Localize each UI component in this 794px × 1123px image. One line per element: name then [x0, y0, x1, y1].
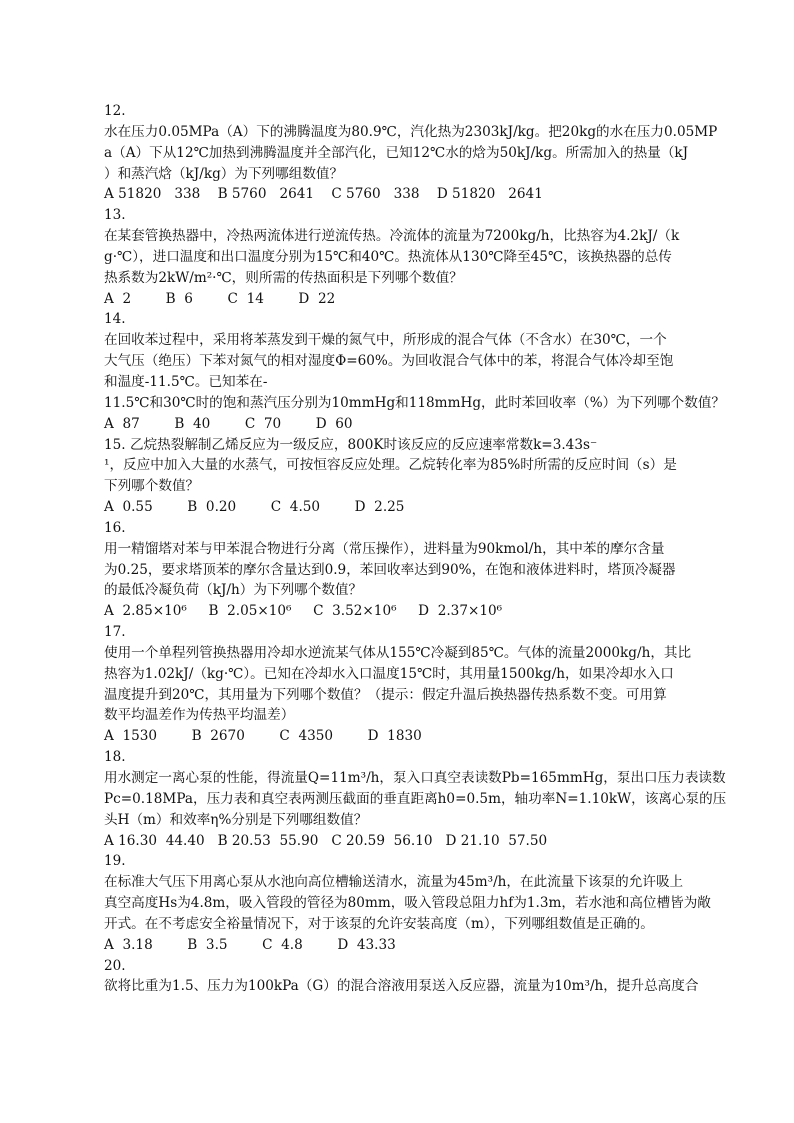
text-line: ¹，反应中加入大量的水蒸气，可按恒容反应处理。乙烷转化率为85%时所需的反应时间（s）是 [104, 457, 677, 474]
document-body [104, 101, 727, 997]
text-line: Pc=0.18MPa，压力表和真空表两测压截面的垂直距离h0=0.5m，轴功率N=1.10kW，该离心泵的压 [104, 790, 727, 807]
text-line: 用水测定一离心泵的性能，得流量Q=11m³/h，泵入口真空表读数Pb=165mmHg，泵出口压力表读数 [104, 770, 726, 786]
question-number: 13. [104, 207, 126, 224]
answer-options: A 51820 338 B 5760 2641 C 5760 338 D 51820 2641 [104, 186, 543, 203]
question-number: 17. [104, 624, 126, 641]
text-line: 和温度-11.5℃。已知苯在- [104, 373, 268, 390]
text-line: 11.5℃和30℃时的饱和蒸汽压分别为10mmHg和118mmHg，此时苯回收率（%）为下列哪个数值？ [104, 394, 726, 411]
text-line: 为0.25，要求塔顶苯的摩尔含量达到0.9，苯回收率达到90%，在饱和液体进料时，塔顶冷凝器 [104, 561, 676, 578]
answer-options: A 16.30 44.40 B 20.53 55.90 C 20.59 56.10 D 21.10 57.50 [104, 832, 548, 849]
question-number: 16. [104, 519, 126, 536]
question-number: 14. [104, 311, 126, 328]
text-line: 温度提升到20℃，其用量为下列哪个数值？（提示：假定升温后换热器传热系数不变。可用算 [104, 686, 667, 703]
text-line: g·℃），进口温度和出口温度分别为15℃和40℃。热流体从130℃降至45℃，该换热器的总传 [104, 248, 672, 265]
answer-options: A 0.55 B 0.20 C 4.50 D 2.25 [104, 499, 405, 516]
answer-options: A 2.85×10⁶ B 2.05×10⁶ C 3.52×10⁶ D 2.37×10⁶ [104, 603, 503, 620]
answer-options: A 3.18 B 3.5 C 4.8 D 43.33 [104, 936, 396, 953]
text-line: ）和蒸汽焓（kJ/kg）为下列哪组数值？ [104, 165, 344, 182]
question-number: 15. 乙烷热裂解制乙烯反应为一级反应，800K时该反应的反应速率常数k=3.43s⁻ [104, 436, 598, 453]
question-number: 18. [104, 749, 126, 766]
text-line: 欲将比重为1.5、压力为100kPa（G）的混合溶液用泵送入反应器，流量为10m³/h，提升总高度合 [104, 978, 699, 995]
text-line: 下列哪个数值？ [104, 478, 200, 495]
question-number: 19. [104, 853, 126, 870]
question-number: 20. [104, 957, 126, 974]
answer-options: A 2 B 6 C 14 D 22 [104, 290, 336, 307]
text-line: 使用一个单程列管换热器用冷却水逆流某气体从155℃冷凝到85℃。气体的流量2000kg/h，其比 [104, 644, 692, 661]
text-line: a（A）下从12℃加热到沸腾温度并全部汽化，已知12℃水的焓为50kJ/kg。所需加入的热量（kJ [104, 144, 689, 161]
text-line: 在回收苯过程中，采用将苯蒸发到干燥的氮气中，所形成的混合气体（不含水）在30℃，一个 [104, 332, 667, 349]
text-line: 数平均温差作为传热平均温差） [104, 707, 295, 724]
text-line: 大气压（绝压）下苯对氮气的相对湿度Φ=60%。为回收混合气体中的苯，将混合气体冷却至饱 [104, 353, 674, 370]
answer-options: A 87 B 40 C 70 D 60 [104, 415, 353, 432]
text-line: 在标准大气压下用离心泵从水池向高位槽输送清水，流量为45m³/h，在此流量下该泵的允许吸上 [104, 874, 684, 891]
text-line: 在某套管换热器中，冷热两流体进行逆流传热。冷流体的流量为7200kg/h，比热容为4.2kJ/（k [104, 228, 680, 245]
text-line: 开式。在不考虑安全裕量情况下，对于该泵的允许安装高度（m），下列哪组数值是正确的。 [104, 915, 654, 932]
text-line: 头H（m）和效率η%分别是下列哪组数值？ [104, 811, 368, 828]
text-line: 的最低冷凝负荷（kJ/h）为下列哪个数值？ [104, 582, 363, 599]
question-number: 12. [104, 103, 126, 119]
text-line: 热系数为2kW/m²·℃，则所需的传热面积是下列哪个数值？ [104, 269, 463, 286]
text-line: 真空高度Hs为4.8m，吸入管段的管径为80mm，吸入管段总阻力hf为1.3m，若水池和高位槽皆为敞 [104, 895, 711, 912]
text-line: 用一精馏塔对苯与甲苯混合物进行分离（常压操作），进料量为90kmol/h，其中苯的摩尔含量 [104, 540, 665, 557]
text-line: 水在压力0.05MPa（A）下的沸腾温度为80.9℃，汽化热为2303kJ/kg。把20kg的水在压力0.05MP [104, 123, 718, 140]
answer-options: A 1530 B 2670 C 4350 D 1830 [104, 728, 422, 745]
text-line: 热容为1.02kJ/（kg·℃）。已知在冷却水入口温度15℃时，其用量1500kg/h，如果冷却水入口 [104, 665, 674, 682]
